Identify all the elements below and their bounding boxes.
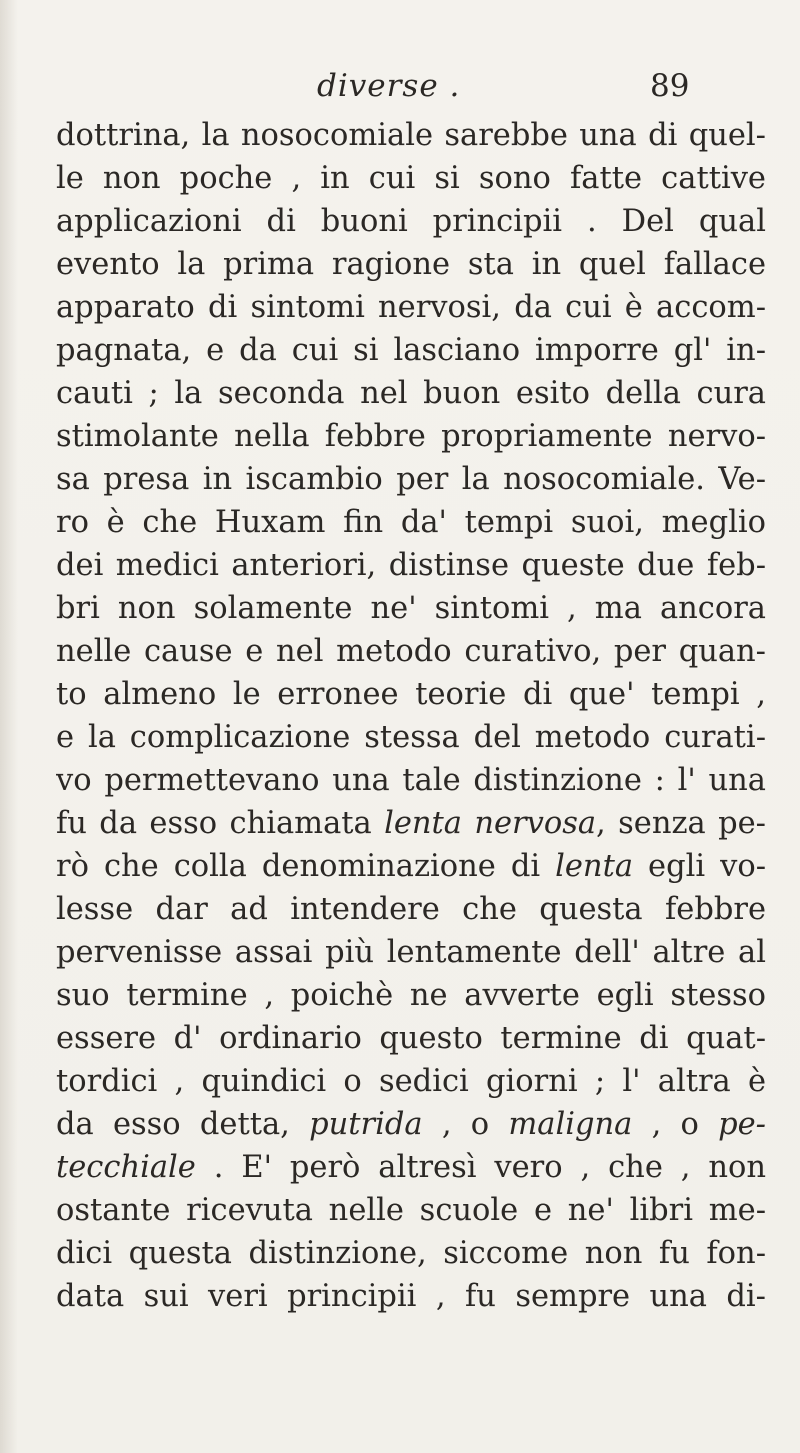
body-text <box>56 114 766 1318</box>
running-head: diverse . <box>317 68 461 104</box>
page-gutter-shadow <box>0 0 18 1453</box>
text-line: data sui veri principii , fu sempre una di- <box>56 1279 766 1314</box>
text-line: cauti ; la seconda nel buon esito della cura <box>56 376 766 411</box>
text-line: stimolante nella febbre propriamente nervo- <box>56 419 766 454</box>
text-line: e la complicazione stessa del metodo curati- <box>56 720 766 755</box>
text-line: ro è che Huxam fin da' tempi suoi, meglio <box>56 505 766 540</box>
text-line: rò che colla denominazione di lenta egli vo- <box>56 849 766 884</box>
italic-term: lenta <box>555 849 634 884</box>
italic-term: tecchiale <box>56 1150 196 1185</box>
text-line: sa presa in iscambio per la nosocomiale. Ve- <box>56 462 766 497</box>
text-line: ostante ricevuta nelle scuole e ne' libri me- <box>56 1193 766 1228</box>
page-header <box>0 68 800 112</box>
page-number: 89 <box>650 68 690 104</box>
text-line: pagnata, e da cui si lasciano imporre gl' in- <box>56 333 766 368</box>
text-line: dici questa distinzione, siccome non fu fon- <box>56 1236 766 1271</box>
text-line: lesse dar ad intendere che questa febbre <box>56 892 766 927</box>
italic-term: maligna <box>508 1107 633 1142</box>
text-line: to almeno le erronee teorie di que' tempi , <box>56 677 766 712</box>
text-line: tecchiale . E' però altresì vero , che , non <box>56 1150 766 1185</box>
italic-term: putrida <box>309 1107 423 1142</box>
italic-term: lenta nervosa <box>384 806 597 841</box>
text-line: pervenisse assai più lentamente dell' altre al <box>56 935 766 970</box>
text-line: applicazioni di buoni principii . Del qual <box>56 204 766 239</box>
text-line: suo termine , poichè ne avverte egli stesso <box>56 978 766 1013</box>
text-line: evento la prima ragione sta in quel fallace <box>56 247 766 282</box>
text-line: vo permettevano una tale distinzione : l' una <box>56 763 766 798</box>
text-line: bri non solamente ne' sintomi , ma ancora <box>56 591 766 626</box>
text-line: dei medici anteriori, distinse queste due feb- <box>56 548 766 583</box>
italic-term: pe- <box>718 1107 766 1142</box>
text-line: apparato di sintomi nervosi, da cui è accom- <box>56 290 766 325</box>
text-line: essere d' ordinario questo termine di quat- <box>56 1021 766 1056</box>
text-line: le non poche , in cui si sono fatte cattive <box>56 161 766 196</box>
text-line: dottrina, la nosocomiale sarebbe una di quel- <box>56 118 766 153</box>
text-line: tordici , quindici o sedici giorni ; l' altra è <box>56 1064 766 1099</box>
text-line: fu da esso chiamata lenta nervosa, senza pe- <box>56 806 766 841</box>
text-line: nelle cause e nel metodo curativo, per quan- <box>56 634 766 669</box>
text-line: da esso detta, putrida , o maligna , o pe- <box>56 1107 766 1142</box>
